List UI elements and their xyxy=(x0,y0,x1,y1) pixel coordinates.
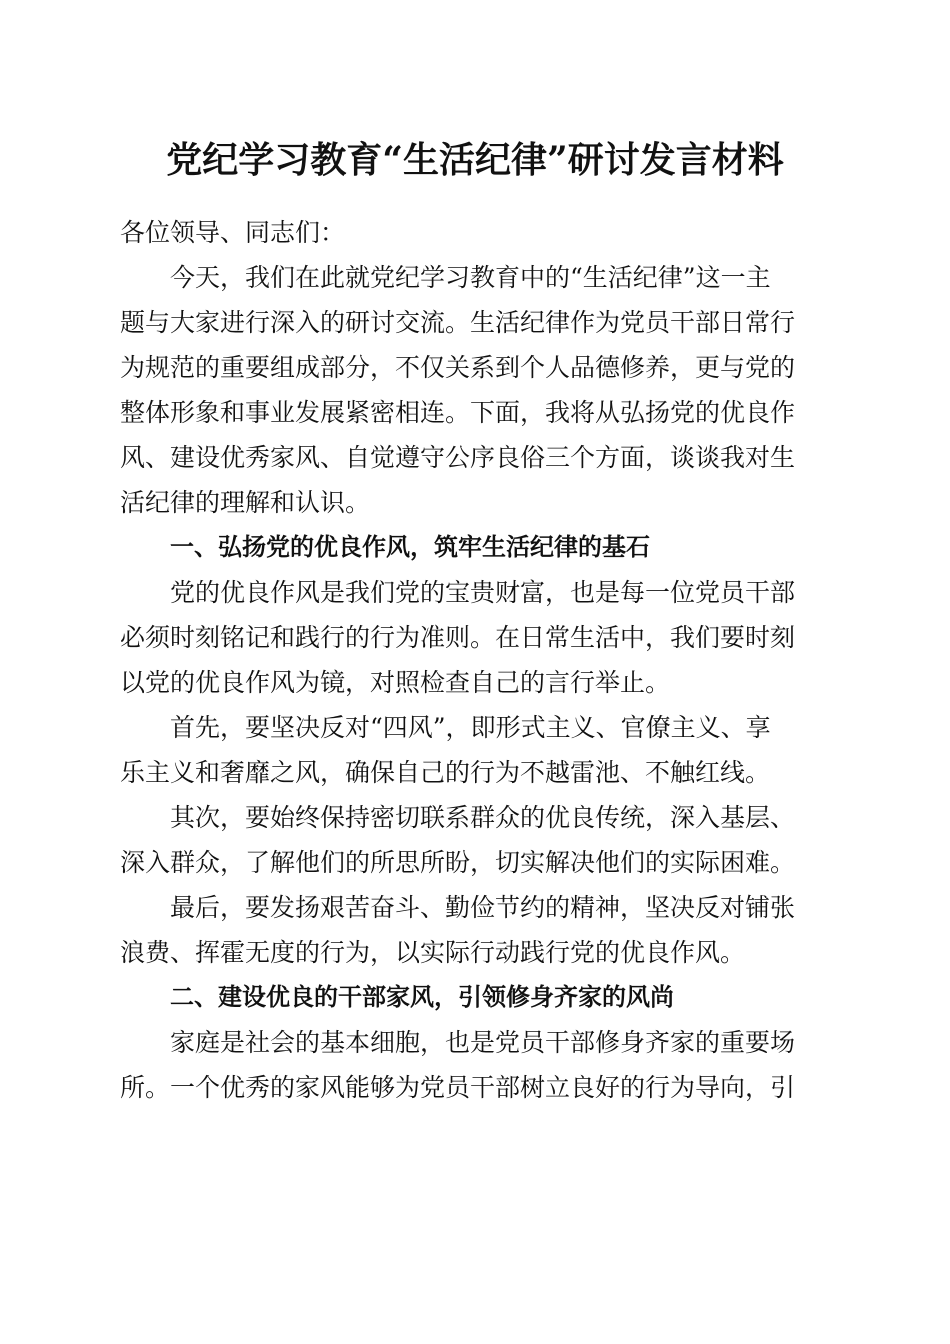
paragraph-line: 乐主义和奢靡之风，确保自己的行为不越雷池、不触红线。 xyxy=(120,758,771,787)
paragraph-line: 所。一个优秀的家风能够为党员干部树立良好的行为导向，引 xyxy=(120,1073,796,1102)
paragraph-line: 整体形象和事业发展紧密相连。下面，我将从弘扬党的优良作 xyxy=(120,398,796,427)
paragraph-line: 深入群众，了解他们的所思所盼，切实解决他们的实际困难。 xyxy=(120,848,796,877)
paragraph-line: 最后，要发扬艰苦奋斗、勤俭节约的精神，坚决反对铺张 xyxy=(170,893,796,922)
paragraph-line: 为规范的重要组成部分，不仅关系到个人品德修养，更与党的 xyxy=(120,353,796,382)
paragraph-line: 今天，我们在此就党纪学习教育中的“生活纪律”这一主 xyxy=(170,263,771,292)
section-heading: 二、建设优良的干部家风，引领修身齐家的风尚 xyxy=(170,983,674,1011)
paragraph-line: 风、建设优秀家风、自觉遵守公序良俗三个方面，谈谈我对生 xyxy=(120,443,796,472)
paragraph-line: 必须时刻铭记和践行的行为准则。在日常生活中，我们要时刻 xyxy=(120,623,796,652)
document-title: 党纪学习教育“生活纪律”研讨发言材料 xyxy=(166,139,784,181)
salutation: 各位领导、同志们： xyxy=(120,218,346,247)
paragraph-line: 其次，要始终保持密切联系群众的优良传统，深入基层、 xyxy=(170,803,796,832)
paragraph-line: 浪费、挥霍无度的行为，以实际行动践行党的优良作风。 xyxy=(120,938,746,967)
paragraph-line: 活纪律的理解和认识。 xyxy=(120,488,371,517)
section-heading: 一、弘扬党的优良作风，筑牢生活纪律的基石 xyxy=(170,533,650,561)
document-body xyxy=(120,210,832,1110)
paragraph-line: 首先，要坚决反对“四风”，即形式主义、官僚主义、享 xyxy=(170,713,771,742)
paragraph-line: 党的优良作风是我们党的宝贵财富，也是每一位党员干部 xyxy=(170,578,796,607)
paragraph-line: 题与大家进行深入的研讨交流。生活纪律作为党员干部日常行 xyxy=(120,308,796,337)
paragraph-line: 以党的优良作风为镜，对照检查自己的言行举止。 xyxy=(120,668,671,697)
paragraph-line: 家庭是社会的基本细胞，也是党员干部修身齐家的重要场 xyxy=(170,1028,796,1057)
